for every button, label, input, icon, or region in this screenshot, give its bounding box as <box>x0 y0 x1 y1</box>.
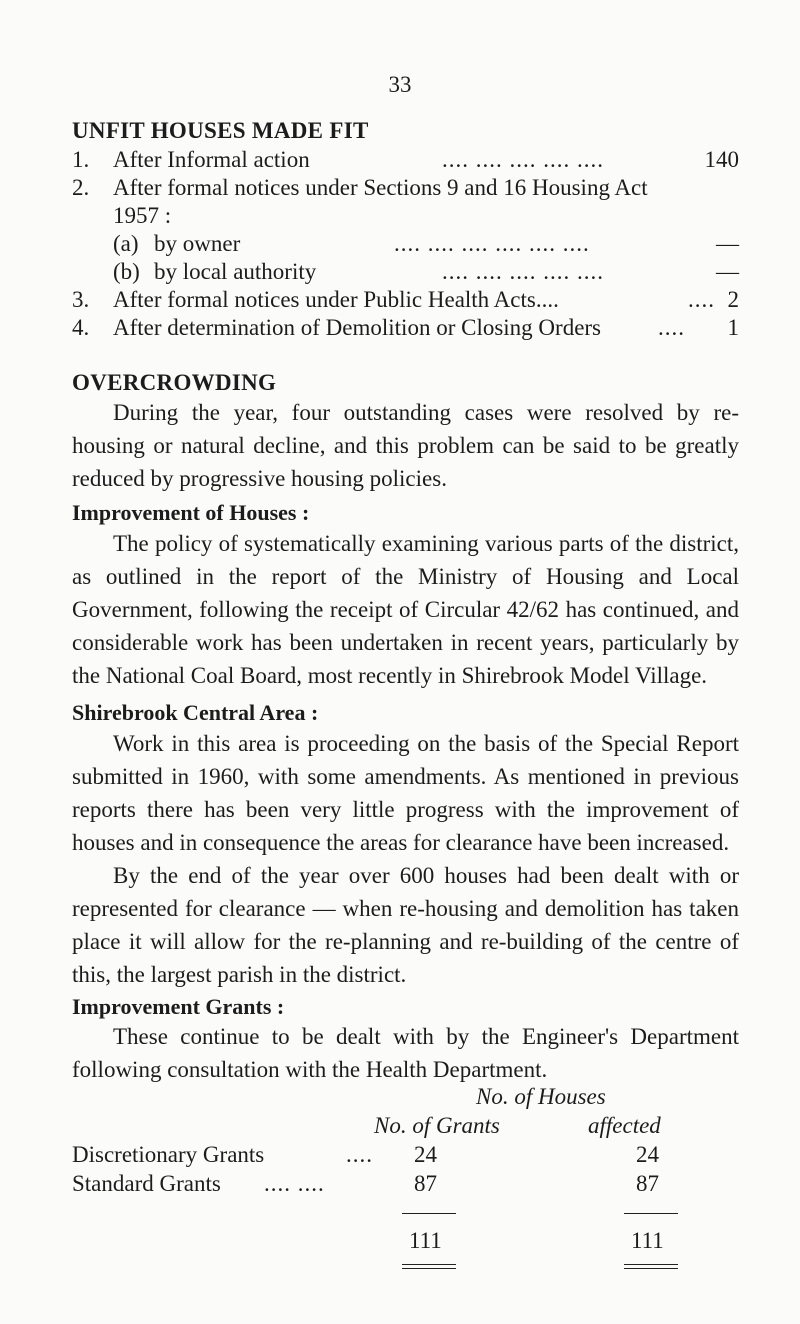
item-value: 2 <box>727 287 739 312</box>
total-double-rule-houses-bottom <box>624 1268 678 1269</box>
grants-table <box>72 0 739 1324</box>
item-value: 140 <box>704 147 739 172</box>
total-double-rule-grants-top <box>402 1264 456 1265</box>
grants-text: These continue to be dealt with by the Engineer's Department following consultation with the Health Department. <box>72 1024 739 1082</box>
item-text: After formal notices under Sections 9 and 16 Housing Act <box>113 175 648 200</box>
leader-dots: .... <box>346 1142 373 1167</box>
item-text: After determination of Demolition or Closing Orders <box>113 315 602 340</box>
shirebrook-text-2: By the end of the year over 600 houses had been dealt with or represented for clearance — when re-housing and demolition has taken place it will allow for the re-planning and re-building of the centre of this, the largest parish in the district. <box>72 863 739 987</box>
shirebrook-text-1: Work in this area is proceeding on the basis of the Special Report submitted in 1960, with some amendments. As mentioned in previous reports there has been very little progress with the improvement of houses and in consequence the areas for clearance have been increased. <box>72 731 739 855</box>
total-double-rule-houses-top <box>624 1264 678 1265</box>
page-number: 33 <box>388 72 412 97</box>
grant-count: 87 <box>414 1171 437 1196</box>
total-houses: 111 <box>631 1228 664 1253</box>
item-number: 2. <box>72 175 90 200</box>
houses-count: 87 <box>636 1171 659 1196</box>
item-text-continued: 1957 : <box>113 203 172 228</box>
overcrowding-heading: OVERCROWDING <box>72 370 277 395</box>
leader-dots: .... .... .... .... .... .... <box>394 231 590 256</box>
houses-header-line2: affected <box>588 1113 661 1138</box>
grant-row-label: Standard Grants <box>72 1171 221 1196</box>
overcrowding-text: During the year, four outstanding cases were resolved by re-housing or natural decline, and this problem can be said to be greatly reduced by progressive housing policies. <box>72 400 739 491</box>
grant-row-label: Discretionary Grants <box>72 1142 265 1167</box>
item-number: 1. <box>72 147 90 172</box>
leader-dots: .... <box>658 315 685 340</box>
leader-dots: .... .... .... .... .... <box>442 259 604 284</box>
total-grants: 111 <box>409 1228 442 1253</box>
improvement-text: The policy of systematically examining various parts of the district, as outlined in the report of the Ministry of Housing and Local Government, following the receipt of Circular 42/62 has continued, and considerable work has been undertaken in recent years, particularly by the National Coal Board, most recently in Shirebrook Model Village. <box>72 531 739 688</box>
item-letter: (a) <box>113 231 139 256</box>
item-number: 4. <box>72 315 90 340</box>
shirebrook-heading: Shirebrook Central Area : <box>72 700 319 725</box>
item-value: — <box>716 259 739 284</box>
unfit-houses-heading: UNFIT HOUSES MADE FIT <box>72 118 369 143</box>
subtotal-rule-grants <box>402 1213 456 1214</box>
item-letter: (b) <box>113 259 140 284</box>
grants-heading: Improvement Grants : <box>72 994 285 1019</box>
item-text: by owner <box>154 231 241 256</box>
houses-count: 24 <box>636 1142 659 1167</box>
item-value: 1 <box>727 315 739 340</box>
leader-dots: .... .... <box>264 1171 325 1196</box>
leader-dots: .... <box>688 287 715 312</box>
grant-count: 24 <box>414 1142 437 1167</box>
item-text: After formal notices under Public Health Acts.... <box>113 287 559 312</box>
improvement-heading: Improvement of Houses : <box>72 500 310 525</box>
total-double-rule-grants-bottom <box>402 1268 456 1269</box>
item-text: by local authority <box>154 259 317 284</box>
item-value: — <box>716 231 739 256</box>
leader-dots: .... .... .... .... .... <box>442 147 604 172</box>
item-number: 3. <box>72 287 90 312</box>
grants-header: No. of Grants <box>374 1113 500 1138</box>
houses-header-line1: No. of Houses <box>476 1084 606 1109</box>
item-text: After Informal action <box>113 147 310 172</box>
subtotal-rule-houses <box>624 1213 678 1214</box>
